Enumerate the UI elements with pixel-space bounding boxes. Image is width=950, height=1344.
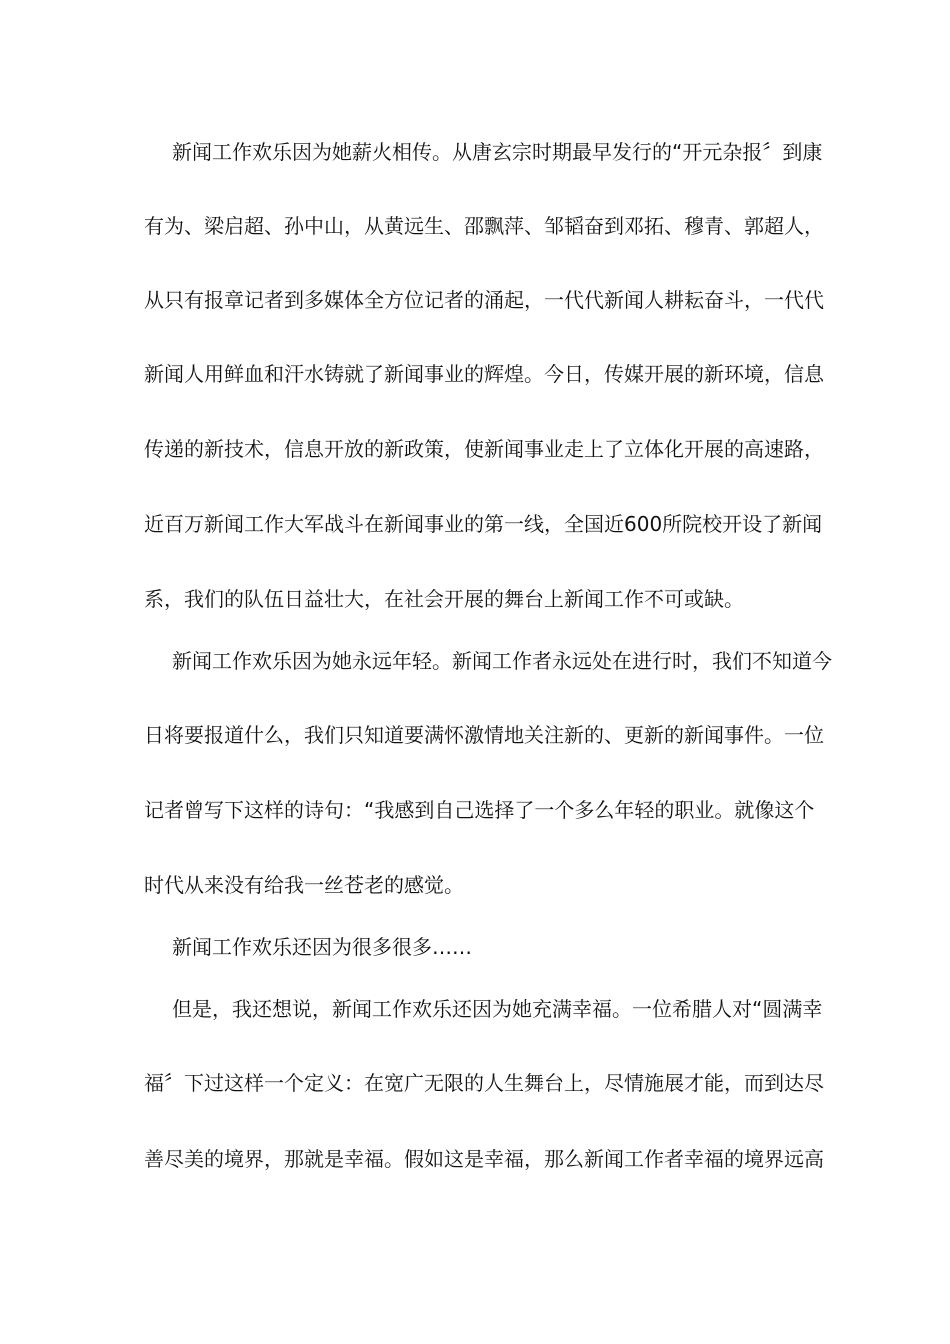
paragraph-1-line-6: 近百万新闻工作大军战斗在新闻事业的第一线，全国近600所院校开设了新闻: [144, 512, 823, 536]
paragraph-2-line-1: 新闻工作欢乐因为她永远年轻。新闻工作者永远处在进行时，我们不知道今: [172, 649, 832, 673]
paragraph-1-line-3: 从只有报章记者到多媒体全方位记者的涌起，一代代新闻人耕耘奋斗，一代代: [144, 288, 824, 312]
paragraph-1-line-7: 系，我们的队伍日益壮大，在社会开展的舞台上新闻工作不可或缺。: [144, 587, 744, 611]
paragraph-4-line-3: 善尽美的境界，那就是幸福。假如这是幸福，那么新闻工作者幸福的境界远高: [144, 1147, 824, 1171]
paragraph-4-line-1: 但是，我还想说，新闻工作欢乐还因为她充满幸福。一位希腊人对“圆满幸: [172, 997, 823, 1021]
paragraph-2-line-2: 日将要报道什么，我们只知道要满怀激情地关注新的、更新的新闻事件。一位: [144, 723, 824, 747]
paragraph-4-line-2: 福〞下过这样一个定义：在宽广无限的人生舞台上，尽情施展才能，而到达尽: [144, 1071, 824, 1095]
paragraph-1-line-1: 新闻工作欢乐因为她薪火相传。从唐玄宗时期最早发行的“开元杂报〞到康: [172, 140, 823, 164]
paragraph-2-line-4: 时代从来没有给我一丝苍老的感觉。: [144, 873, 464, 897]
paragraph-1-line-4: 新闻人用鲜血和汗水铸就了新闻事业的辉煌。今日，传媒开展的新环境，信息: [144, 362, 824, 386]
paragraph-2-line-3: 记者曾写下这样的诗句：“我感到自己选择了一个多么年轻的职业。就像这个: [144, 798, 815, 822]
paragraph-3-line-1: 新闻工作欢乐还因为很多很多……: [172, 935, 472, 959]
paragraph-1-line-5: 传递的新技术，信息开放的新政策，使新闻事业走上了立体化开展的高速路，: [144, 437, 824, 461]
paragraph-1-line-2: 有为、梁启超、孙中山，从黄远生、邵飘萍、邹韬奋到邓拓、穆青、郭超人，: [144, 214, 824, 238]
